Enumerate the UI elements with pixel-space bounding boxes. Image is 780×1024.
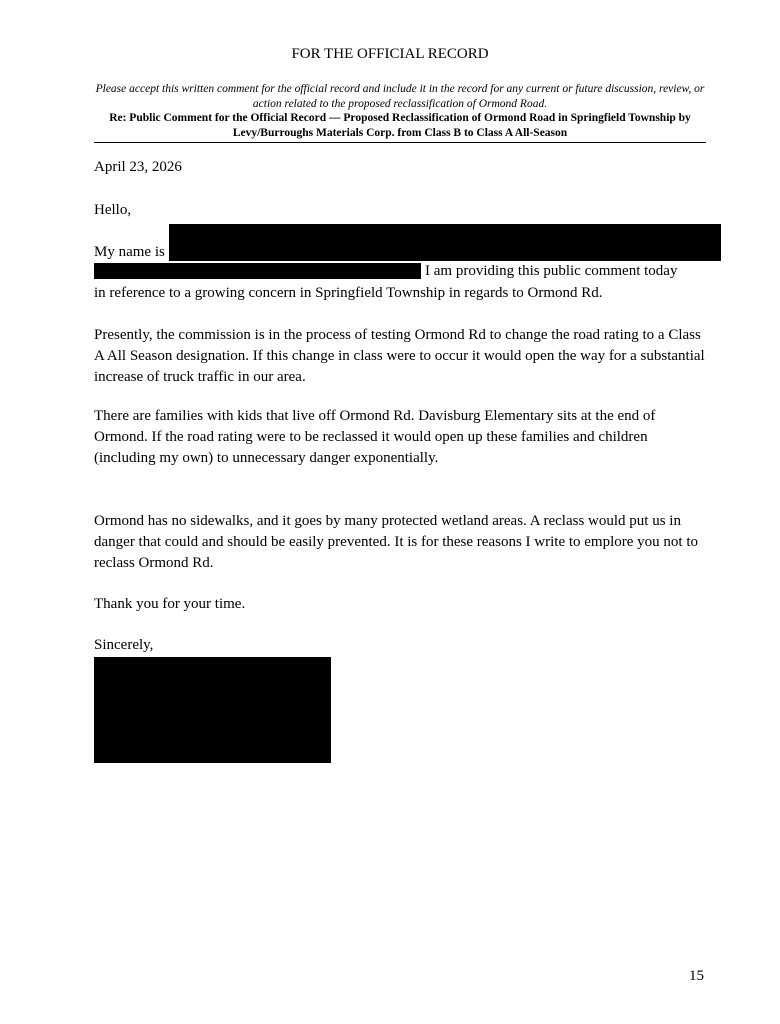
record-note: Please accept this written comment for the official record and include it in the record for any current or future discussion, review, or action related to the proposed reclassification of Ormond Road. (95, 83, 705, 110)
intro-line-2: I am providing this public comment today (425, 263, 678, 279)
letter-date: April 23, 2026 (94, 159, 182, 175)
letter-greeting: Hello, (94, 202, 132, 218)
header-divider (94, 142, 706, 143)
intro-line-1: My name is (94, 244, 165, 260)
page-title: FOR THE OFFICIAL RECORD (291, 46, 489, 62)
paragraph-sidewalks (94, 511, 709, 574)
redacted-signature-block (94, 657, 331, 763)
paragraph-text: There are families with kids that live off Ormond Rd. Davisburg Elementary sits at the end of Ormond. If the road rating were to be reclassed it would open up these families and children (including my own) to unnecessary danger exponentially. (94, 408, 656, 466)
redacted-detail-block (94, 263, 421, 279)
paragraph-families (94, 406, 709, 469)
intro-line-3: in reference to a growing concern in Springfield Township in regards to Ormond Rd. (94, 285, 603, 301)
thanks-line: Thank you for your time. (94, 596, 246, 612)
record-intro (94, 82, 706, 140)
subject-line: Re: Public Comment for the Official Record — Proposed Reclassification of Ormond Road in Springfield Township by Levy/Burroughs Materials Corp. from Class B to Class A All-Season (109, 112, 691, 139)
paragraph-text: Presently, the commission is in the process of testing Ormond Rd to change the road rating to a Class A All Season designation. If this change in class were to occur it would open the way for a substantial increase of truck traffic in our area. (94, 327, 705, 385)
paragraph-road-rating (94, 325, 709, 388)
paragraph-text: Ormond has no sidewalks, and it goes by many protected wetland areas. A reclass would put us in danger that could and should be easily prevented. It is for these reasons I write to emplore you not to reclass Ormond Rd. (94, 513, 698, 571)
redacted-name-block (169, 224, 721, 261)
closing-line: Sincerely, (94, 637, 154, 653)
page-number: 15 (689, 968, 704, 984)
